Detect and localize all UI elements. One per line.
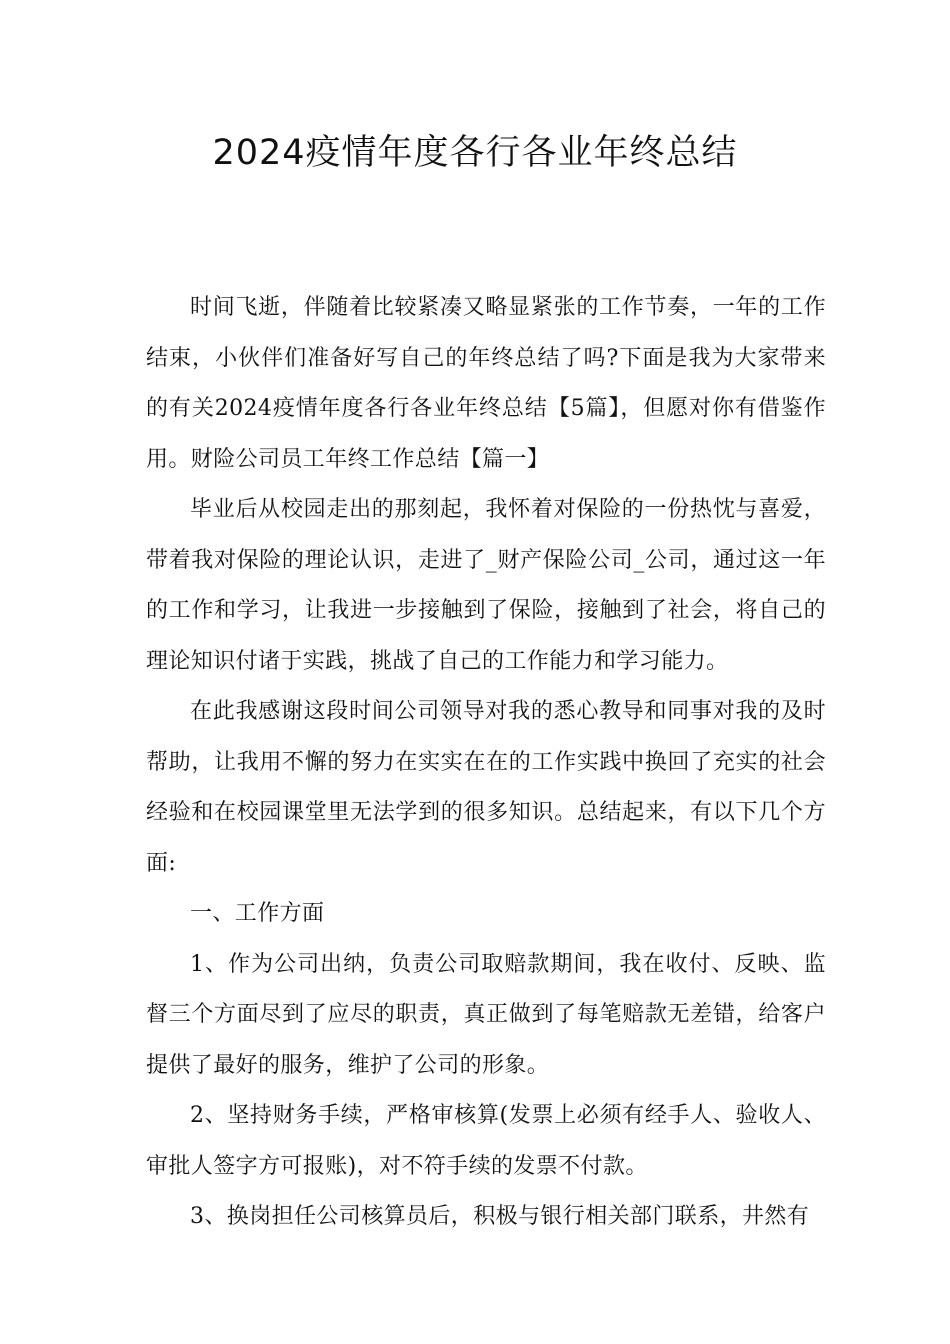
paragraph-intro: 时间飞逝，伴随着比较紧凑又略显紧张的工作节奏，一年的工作结束，小伙伴们准备好写自己的年终总结了吗?下面是我为大家带来的有关2024疫情年度各行各业年终总结【5篇】，但愿对你有借鉴作用。财险公司员工年终工作总结【篇一】 — [146, 295, 826, 472]
paragraph-graduation: 毕业后从校园走出的那刻起，我怀着对保险的一份热忱与喜爱，带着我对保险的理论认识，走进了_财产保险公司_公司，通过这一年的工作和学习，让我进一步接触到了保险，接触到了社会，将自己的理论知识付诸于实践，挑战了自己的工作能力和学习能力。 — [146, 497, 826, 674]
document-body — [146, 283, 826, 1243]
paragraph-item-3: 3、换岗担任公司核算员后，积极与银行相关部门联系，井然有 — [190, 1204, 810, 1229]
paragraph-item-2: 2、坚持财务手续，严格审核算(发票上必须有经手人、验收人、审批人签字方可报账)，对不符手续的发票不付款。 — [146, 1103, 826, 1179]
document-title: 2024疫情年度各行各业年终总结 — [212, 133, 738, 173]
section-heading-work: 一、工作方面 — [190, 901, 325, 926]
paragraph-thanks: 在此我感谢这段时间公司领导对我的悉心教导和同事对我的及时帮助，让我用不懈的努力在实实在在的工作实践中换回了充实的社会经验和在校园课堂里无法学到的很多知识。总结起来，有以下几个方面: — [146, 699, 826, 876]
paragraph-item-1: 1、作为公司出纳，负责公司取赔款期间，我在收付、反映、监督三个方面尽到了应尽的职责，真正做到了每笔赔款无差错，给客户提供了最好的服务，维护了公司的形象。 — [146, 951, 826, 1078]
